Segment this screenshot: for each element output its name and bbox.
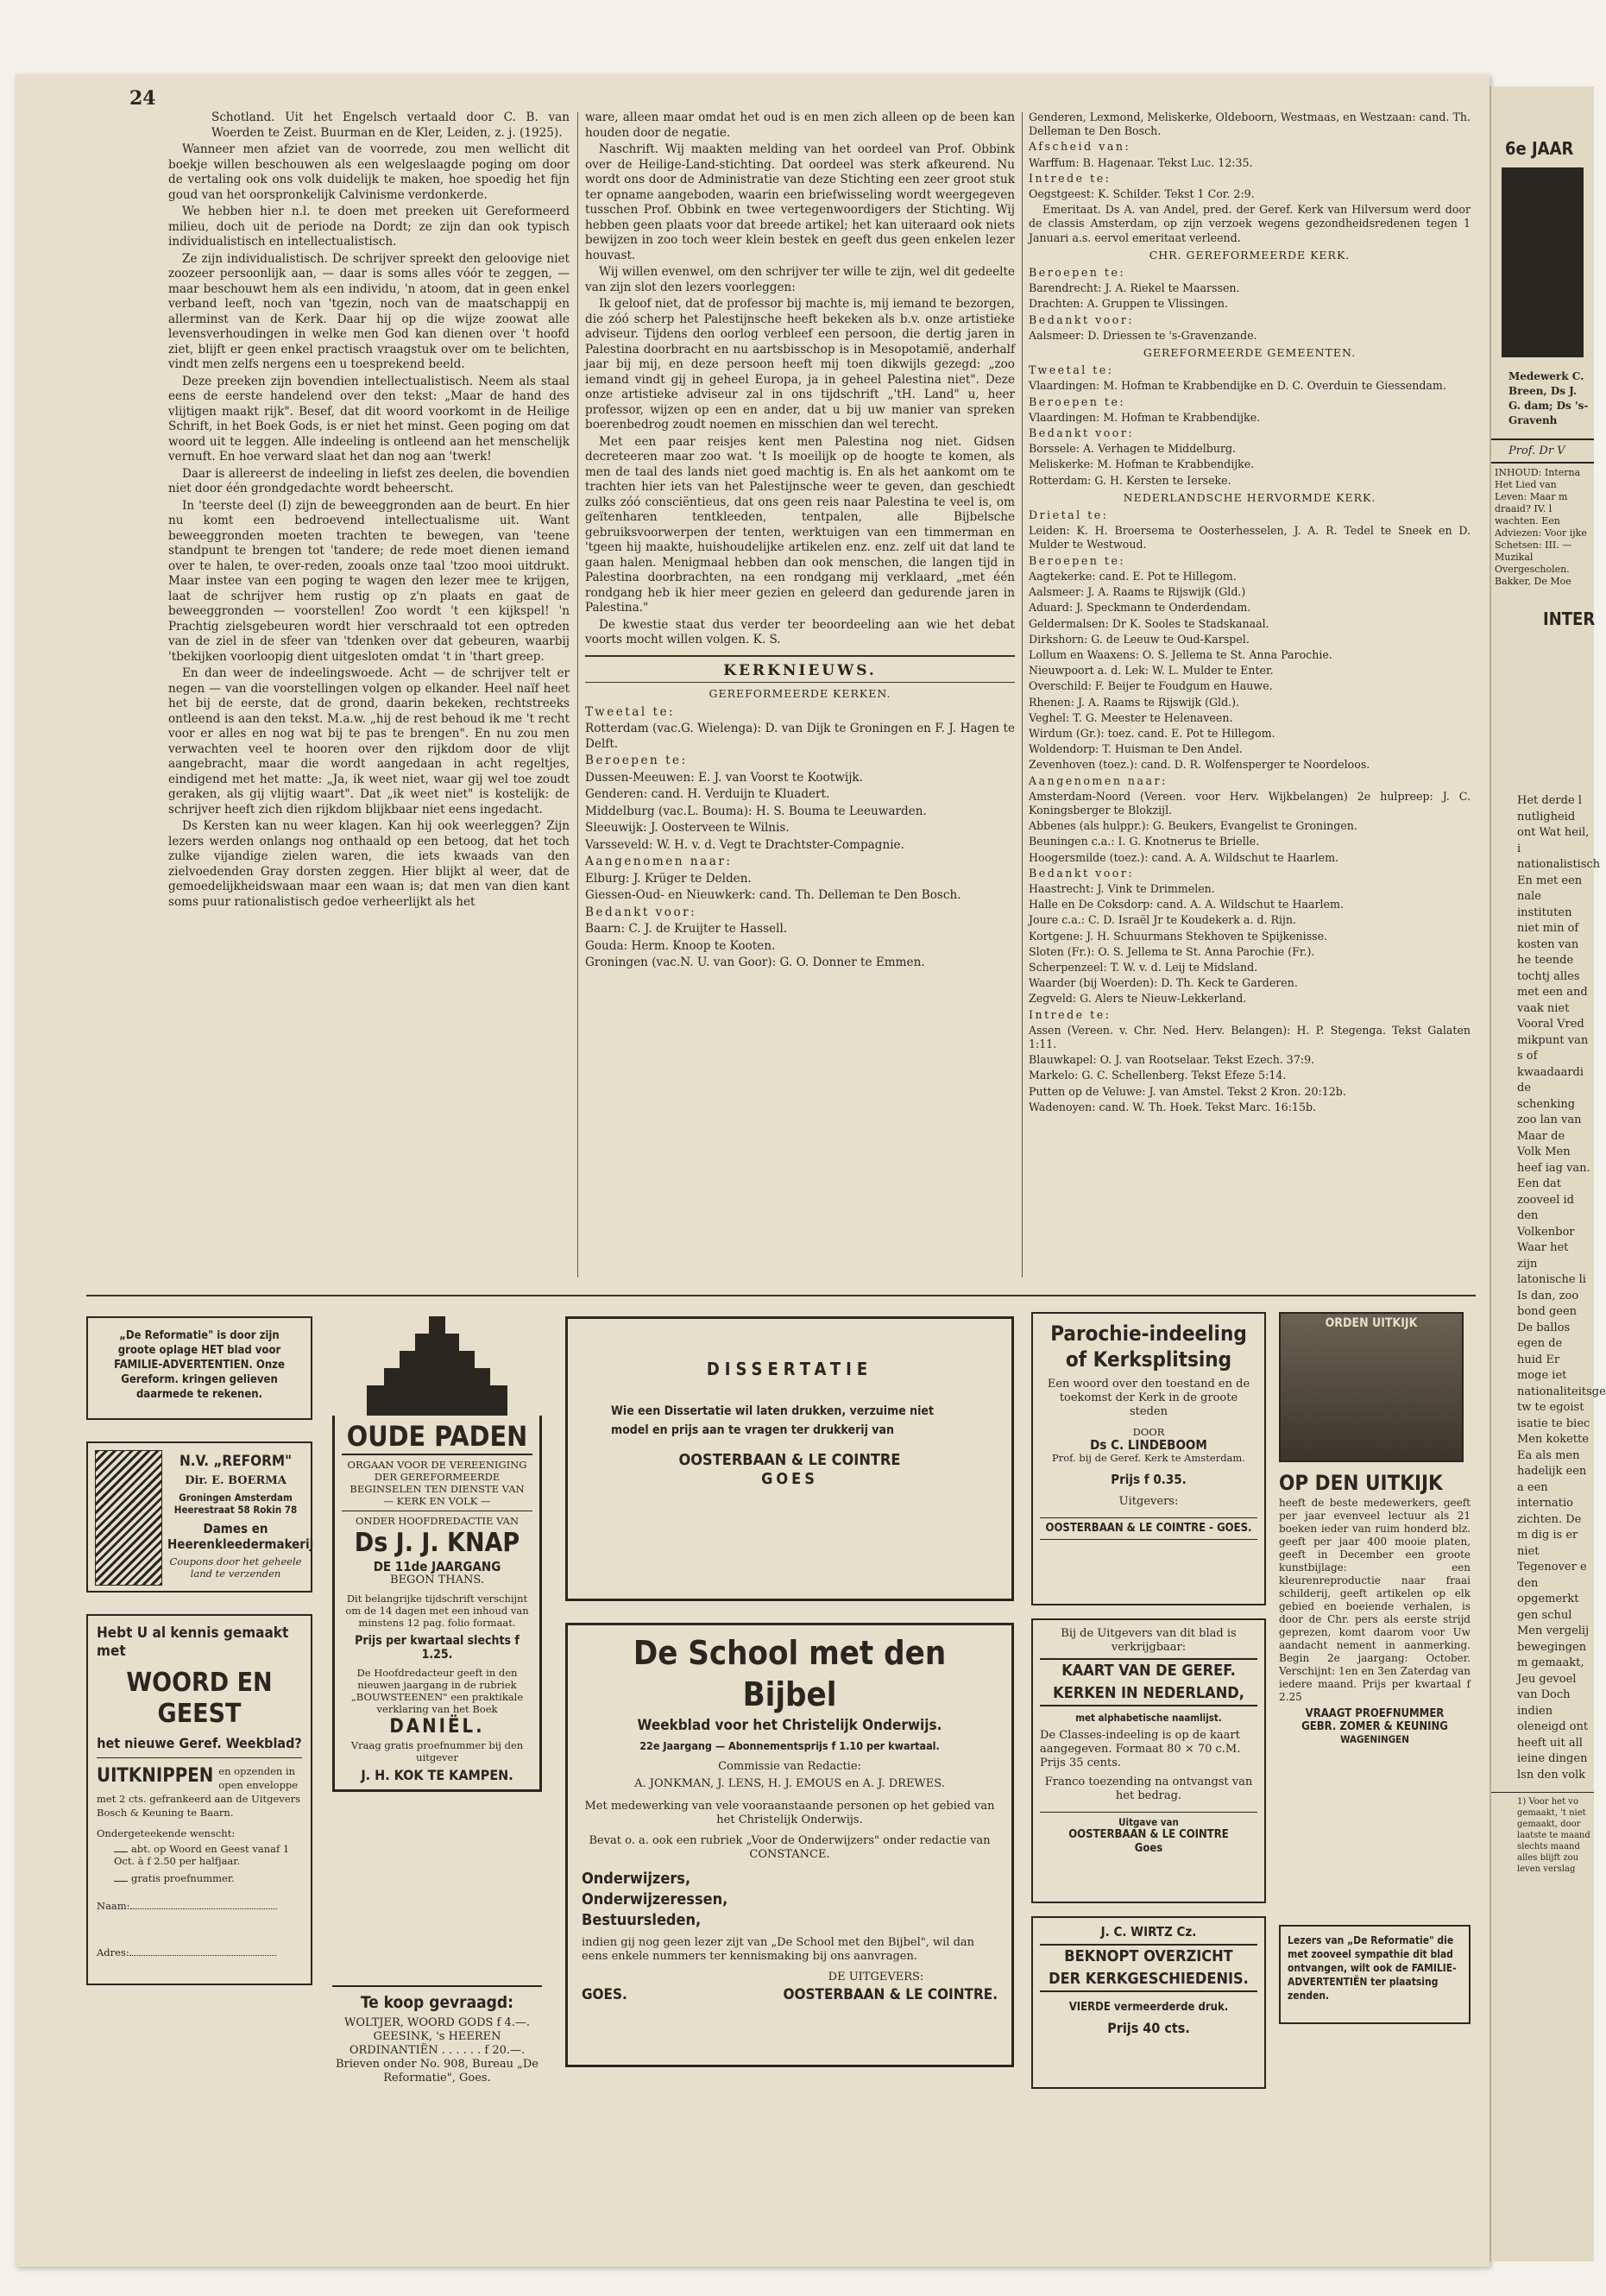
kaart-uitgave: Uitgave van: [1040, 1812, 1257, 1828]
column-3: [1029, 110, 1471, 1280]
list-item: Barendrecht: J. A. Riekel te Maarssen.: [1029, 281, 1240, 295]
list-item: Leiden: K. H. Broersema te Oosterhesselen, J. A. R. Tedel te Sneek en D. Mulder te Westwoud.: [1029, 524, 1471, 552]
uitkijk-firm: GEBR. ZOMER & KEUNING: [1301, 1720, 1448, 1733]
paragraph: Wanneer men afziet van de voorrede, zou men wellicht dit boekje willen beschouwen als een welgeslaagde poging om door de vertaling ook ons volk duidelijk te maken, hoe spoedig het fijn goud van het oorspronkelijk Calvinisme verdonkerde.: [168, 142, 570, 202]
section-subheading: GEREFORMEERDE KERKEN.: [709, 687, 891, 700]
oude-paden-prijs: Prijs per kwartaal slechts f 1.25.: [355, 1634, 520, 1662]
list-item: Lollum en Waaxens: O. S. Jellema te St. Anna Parochie.: [1029, 647, 1332, 661]
list-item: Woldendorp: T. Huisman te Den Andel.: [1029, 742, 1243, 756]
uitkijk-vraagt: VRAAGT PROEFNUMMER: [1305, 1707, 1445, 1720]
dissertatie-body: Wie een Dissertatie wil laten drukken, verzuime niet model en prijs aan te vragen ter drukkerij van: [611, 1404, 934, 1437]
ad-kerkgeschiedenis: [1031, 1916, 1266, 2089]
review-intro: Schotland. Uit het Engelsch vertaald door C. B. van Woerden te Zeist. Buurman en de Kler, Leiden, z. j. (1925).: [211, 110, 570, 140]
paragraph: Wij willen evenwel, om den schrijver ter wille te zijn, wel dit gedeelte van zijn slot den lezers voorleggen:: [585, 265, 1015, 294]
list-item: Drachten: A. Gruppen te Vlissingen.: [1029, 297, 1229, 311]
abonnement-option[interactable]: abt. op Woord en Geest vanaf 1 Oct. à f 2.50 per halfjaar.: [114, 1843, 290, 1867]
section-subheading: NEDERLANDSCHE HERVORMDE KERK.: [1123, 490, 1376, 504]
uitknippen-label: UITKNIPPEN: [97, 1765, 214, 1787]
school-goes: GOES.: [582, 1986, 627, 2003]
list-item: Geldermalsen: Dr K. Sooles te Stadskanaal.: [1029, 616, 1269, 630]
list-item: Rhenen: J. A. Raams te Rijswijk (Gld.).: [1029, 695, 1240, 709]
kaart-city: Goes: [1134, 1842, 1163, 1855]
uitkijk-title: OP DEN UITKIJK: [1279, 1471, 1443, 1495]
oude-paden-jaargang: DE 11de JAARGANG: [373, 1559, 501, 1574]
ad-op-den-uitkijk: [1279, 1312, 1471, 1908]
school-jaargang: 22e Jaargang — Abonnementsprijs f 1.10 per kwartaal.: [639, 1739, 940, 1752]
oude-paden-hoofd: De Hoofdredacteur geeft in den nieuwen jaargang in de rubriek „BOUWSTEENEN" een praktikale verklaring van het Boek: [350, 1667, 524, 1715]
paragraph: We hebben hier n.l. te doen met preeken uit Gereformeerd milieu, doch uit de periode na Dordt; ze zijn dan ook typisch individualistisch en intellectualistisch.: [168, 205, 570, 249]
section-rule: [585, 655, 1015, 657]
woord-subtitle: het nieuwe Geref. Weekblad?: [97, 1735, 302, 1751]
kaart-naamlijst: met alphabetische naamlijst.: [1075, 1712, 1222, 1724]
list-item: Warffum: B. Hagenaar. Tekst Luc. 12:35.: [1029, 155, 1253, 169]
list-item: Nieuwpoort a. d. Lek: W. L. Mulder te Enter.: [1029, 664, 1274, 678]
quote-paragraph: Met een paar reisjes kent men Palestina nog niet. Gidsen decreteeren maar zoo wat. 't Is moeilijk op de hoogte te komen, als men de taal des lands niet goed machtig is. En als het aankomt om te trachten hier iets van het Palestijnsche weer te geven, dan geschiedt zulks zóó consciëntieus, dat ons geen reis naar Palestina te veel is, om geïtenharen tentkleeden, tentpalen, alle Bijbelsche gebruiksvoorwerpen der tenten, werktuigen van een timmerman en 'tgeen hij maakte, huishoudelijke artikelen enz. enz. zelf uit dat land te gaan halen. Menigmaal hebben dan ook menschen, die langen tijd in Palestina doorbrachten, na een rondgang mij verklaard, „met één rondgang heb ik hier meer gezien en geleerd dan gedurende jaren in Palestina.": [585, 434, 1015, 615]
uitkijk-body: heeft de beste medewerkers, geeft per jaar evenveel lectuur als 21 boeken ieder van ruim honderd blz. geeft per jaar 400 mooie platen, geeft in December een groote kunstbijlage: een kleurenreproductie naar fraai schilderij, geeft artikelen op elk gebied en boeiende verhalen, is door de Chr. pers als eerste strijd geprezen, komt daarom voor Uw aandacht nement in aanmerking. Begin 2e jaargang: October. Verschijnt: 1en en 3en Zaterdag van iedere maand. Prijs per kwartaal f 2.25: [1279, 1497, 1471, 1703]
category-label: Intrede te:: [1029, 1007, 1112, 1021]
adjacent-header: 6e JAAR: [1505, 138, 1574, 159]
ad-reform: [86, 1441, 312, 1593]
adjacent-inter-heading: INTER: [1543, 609, 1596, 629]
reform-name: N.V. „REFORM": [179, 1453, 293, 1470]
oude-paden-title: OUDE PADEN: [342, 1419, 532, 1455]
list-item: Kortgene: J. H. Schuurmans Stekhoven te Spijkenisse.: [1029, 929, 1328, 943]
list-item: Gouda: Herm. Knoop te Kooten.: [585, 938, 776, 953]
kaart-franco: Franco toezending na ontvangst van het bedrag.: [1044, 1776, 1253, 1802]
paragraph: En dan weer de indeelingswoede. Acht — de schrijver telt er negen — van die voorstellingen volgen op elkander. Heel naïf heet het bij de eerste, dat de grond, daarin bekeken, rechtstreeks ontleend is aan den tekst. M.a.w. „hij de rest behoud ik me 't recht voor er alles en nog wat bij te pas te brengen". En nu zou men verwachten veel te hooren over den rijkdom door de vlijt aangebracht, maar die wordt aangedaan in acht regeltjes, eindigend met het matte: „Ja, ik weet niet, waar gij wel toe zoudt geraken, als gij vlijtig waart". Dat „ik weet niet" is kostelijk: de schrijver heeft zich dien rijkdom blijkbaar niet eens ingedacht.: [168, 666, 570, 817]
kerknieuws-heading: KERKNIEUWS.: [723, 661, 877, 679]
adres-label: Adres:: [97, 1946, 129, 1959]
school-names: A. JONKMAN, J. LENS, H. J. EMOUS en A. J. DREWES.: [634, 1777, 945, 1790]
list-item: Waarder (bij Woerden): D. Th. Keck te Garderen.: [1029, 976, 1298, 990]
ad-reformatie: „De Reformatie" is door zijn groote oplage HET blad voor FAMILIE-ADVERTENTIEN. Onze Gereform. kringen gelieven daarmede te rekenen.: [86, 1316, 312, 1420]
list-item: Vlaardingen: M. Hofman te Krabbendijke en D. C. Overduin te Giessendam.: [1029, 379, 1446, 393]
list-item: Aalsmeer: D. Driessen te 's-Gravenzande.: [1029, 328, 1257, 342]
naam-field[interactable]: [130, 1908, 277, 1909]
tailor-illustration: [95, 1450, 162, 1586]
uitknippen-text: en opzenden in open enveloppe met 2 cts. gefrankeerd aan de Uitgevers Bosch & Keuning te Baarn.: [97, 1765, 300, 1819]
church-tower-icon: [332, 1316, 542, 1416]
list-item: Borssele: A. Verhagen te Middelburg.: [1029, 442, 1237, 456]
dissertatie-firm: OOSTERBAAN & LE COINTRE: [678, 1451, 901, 1469]
oude-paden-editor: Ds J. J. KNAP: [354, 1528, 520, 1558]
adres-field[interactable]: [129, 1955, 276, 1956]
list-item: Sloten (Fr.): O. S. Jellema te St. Anna Parochie (Fr.).: [1029, 944, 1315, 958]
wirtz-author: J. C. WIRTZ Cz.: [1100, 1924, 1197, 1940]
school-title: De School met den Bijbel: [633, 1634, 947, 1713]
school-uitgevers: DE UITGEVERS:: [828, 1971, 924, 1984]
column-divider: [1022, 112, 1023, 1277]
parochie-door: DOOR: [1132, 1426, 1165, 1438]
list-item: Middelburg (vac.L. Bouma): H. S. Bouma te Leeuwarden.: [585, 804, 927, 818]
quote-paragraph: Ik geloof niet, dat de professor bij machte is, mij iemand te bezorgen, die zóó scherp het Palestijnsche heeft bekeken als b.v. onze artistieke adviseur. Tijdens den oorlog verbleef een persoon, die dertig jaren in Palestina doorbracht en nu aartsbisschop is in Mesopotamië, anderhalf jaar bij mij, en deze persoon heeft mij toen dikwijls gezegd: „zoo iemand vindt gij in geheel Europa, ja in geheel Palestina niet". Deze onze artistieke adviseur zal in ons tijdschrift „'tH. Land" u, heer professor, wijzen op een en ander, dat u bij uw manier van spreken boerenbedrog zoudt noemen en misschien dan wel terecht.: [585, 297, 1015, 432]
column-2: [585, 110, 1015, 1280]
category-label: Aangenomen naar:: [1029, 773, 1168, 787]
category-label: Beroepen te:: [585, 754, 688, 767]
te-koop-title: Te koop gevraagd:: [361, 1993, 513, 2012]
school-subtitle: Weekblad voor het Christelijk Onderwijs.: [637, 1717, 942, 1734]
ad-kaart: [1031, 1618, 1266, 1903]
parochie-prof: Prof. bij de Geref. Kerk te Amsterdam.: [1052, 1452, 1245, 1464]
wirtz-prijs: Prijs 40 cts.: [1107, 2020, 1190, 2036]
oude-paden-publisher: J. H. KOK TE KAMPEN.: [361, 1767, 513, 1783]
list-item: Genderen: cand. H. Verduijn te Kluadert.: [585, 787, 830, 801]
list-item: Overschild: F. Beijer te Foudgum en Hauwe.: [1029, 679, 1273, 693]
reform-coupons: Coupons door het geheele land te verzenden: [169, 1555, 302, 1580]
list-item: Rotterdam (vac.G. Wielenga): D. van Dijk te Groningen en F. J. Hagen te Delft.: [585, 722, 1015, 751]
list-item: Halle en De Coksdorp: cand. A. A. Wildschut te Haarlem.: [1029, 898, 1344, 911]
wirtz-druk: VIERDE vermeerderde druk.: [1068, 2001, 1229, 2014]
list-item: Vlaardingen: M. Hofman te Krabbendijke.: [1029, 410, 1261, 424]
oude-paden-kerk: — KERK EN VOLK —: [383, 1495, 491, 1507]
oude-paden-onder: ONDER HOOFDREDACTIE VAN: [342, 1511, 532, 1527]
list-item: Oegstgeest: K. Schilder. Tekst 1 Cor. 2:9.: [1029, 187, 1255, 201]
list-item: Wirdum (Gr.): toez. cand. E. Pot te Hillegom.: [1029, 726, 1275, 740]
list-item: Giessen-Oud- en Nieuwkerk: cand. Th. Delleman te Den Bosch.: [585, 888, 961, 902]
list-item: Beuningen c.a.: I. G. Knotnerus te Brielle.: [1029, 835, 1260, 848]
kaart-firm: OOSTERBAAN & LE COINTRE: [1068, 1828, 1229, 1841]
column-divider: [577, 112, 578, 1277]
oude-paden-orgaan: ORGAAN VOOR DE VEREENIGING DER GEREFORMEERDE BEGINSELEN TEN DIENSTE VAN: [347, 1459, 527, 1495]
list-item: Hoogersmilde (toez.): cand. A. A. Wildschut te Haarlem.: [1029, 850, 1339, 864]
category-label: Bedankt voor:: [585, 905, 697, 919]
list-item: Meliskerke: M. Hofman te Krabbendijke.: [1029, 457, 1255, 471]
dissertatie-city: GOES: [761, 1470, 818, 1488]
wirtz-title: BEKNOPT OVERZICHT: [1040, 1944, 1257, 1968]
adjacent-prof: Prof. Dr V: [1491, 438, 1594, 462]
wirtz-title-2: DER KERKGESCHIEDENIS.: [1040, 1968, 1257, 1992]
ad-oude-paden: [332, 1316, 542, 1869]
school-bevat: Bevat o. a. ook een rubriek „Voor de Onderwijzers" onder redactie van CONSTANCE.: [589, 1834, 991, 1861]
dissertatie-title: DISSERTATIE: [706, 1359, 873, 1379]
kaart-title: KAART VAN DE GEREF.: [1040, 1658, 1257, 1682]
oude-paden-desc: Dit belangrijke tijdschrift verschijnt om de 14 dagen met een inhoud van minstens 12 pag. folio formaat.: [345, 1593, 529, 1629]
category-label: Aangenomen naar:: [585, 855, 733, 868]
adjacent-footnote: 1) Voor het vo gemaakt, 't niet gemaakt, door laatste te maand slechts maand alles blijft zou leven verslag: [1491, 1792, 1594, 1878]
adjacent-body: Het derde l nutligheid ont Wat heil, i nationalistisch En met een nale instituten niet min of kosten van he teende tochtj alles met een and vaak niet Vooral Vred mikpunt van s of kwaadaardi de schenking zoo lan van Maar de Volk Men heef iag van. Een dat zooveel id den Volkenbor Waar het zijn latonische li Is dan, zoo bond geen De ballos egen de huid Er moge iet nationaliteitsge tw te egoist isatie te biec Men kokette Ea als men hadelijk een a een internatio zichten. De m dig is er niet Tegenover e den opgemerkt gen schul Men vergelij bewegingen m gemaakt, Jeu gevoel van Doch indien oleneigd ont heeft uit all ieine dingen lsn den volk: [1517, 794, 1606, 1782]
category-label: Beroepen te:: [1029, 553, 1126, 567]
list-item: Assen (Vereen. v. Chr. Ned. Herv. Belangen): H. P. Stegenga. Tekst Galaten 1:11.: [1029, 1023, 1471, 1050]
list-item: Amsterdam-Noord (Vereen. voor Herv. Wijkbelangen) 2e hulpreep: J. C. Koningsberger te Blokzijl.: [1029, 789, 1471, 817]
kaart-pre: Bij de Uitgevers van dit blad is verkrijgbaar:: [1061, 1627, 1237, 1654]
page-number: 24: [129, 87, 156, 110]
list-item: Zevenhoven (toez.): cand. D. R. Wolfensperger te Noordeloos.: [1029, 758, 1370, 772]
category-label: Beroepen te:: [1029, 266, 1126, 280]
list-item: Wadenoyen: cand. W. Th. Hoek. Tekst Marc. 16:15b.: [1029, 1100, 1317, 1113]
category-label: Bedankt voor:: [1029, 866, 1135, 880]
parochie-desc: Een woord over den toestand en de toekomst der Kerk in de groote steden: [1047, 1378, 1250, 1418]
ad-woord-en-geest: [86, 1614, 312, 1985]
reform-owner: Dir. E. BOERMA: [185, 1474, 287, 1487]
section-rule: [585, 682, 1015, 683]
school-medewerking: Met medewerking van vele vooraanstaande personen op het gebied van het Christelijk Onderwijs.: [584, 1800, 995, 1826]
parochie-uitgevers: Uitgevers:: [1118, 1495, 1179, 1508]
list-item: Baarn: C. J. de Kruijter te Hassell.: [585, 922, 788, 936]
category-label: Bedankt voor:: [1029, 312, 1135, 326]
section-subheading: GEREFORMEERDE GEMEENTEN.: [1143, 346, 1357, 360]
list-item: Haastrecht: J. Vink te Drimmelen.: [1029, 881, 1215, 895]
list-item: Aagtekerke: cand. E. Pot te Hillegom.: [1029, 569, 1237, 583]
proefnummer-option[interactable]: gratis proefnummer.: [131, 1872, 235, 1884]
section-subheading: CHR. GEREFORMEERDE KERK.: [1149, 248, 1351, 262]
list-item: Blauwkapel: O. J. van Rootselaar. Tekst Ezech. 37:9.: [1029, 1053, 1315, 1067]
oude-paden-begon: BEGON THANS.: [390, 1574, 484, 1586]
list-item: Varsseveld: W. H. v. d. Vegt te Drachtster-Compagnie.: [585, 837, 904, 852]
category-label: Afscheid van:: [1029, 140, 1131, 154]
category-label: Drietal te:: [1029, 508, 1109, 522]
list-item: Aduard: J. Speckmann te Onderdendam.: [1029, 601, 1251, 615]
uitkijk-cover-illustration: [1279, 1312, 1464, 1462]
paragraph: Daar is allereerst de indeeling in liefst zes deelen, die bovendien niet door één grondgedachte wordt beheerscht.: [168, 466, 570, 495]
category-label: Beroepen te:: [1029, 394, 1126, 408]
reform-dames: Dames en Heerenkleedermakerij: [167, 1521, 314, 1552]
paragraph: In 'teerste deel (I) zijn de beweeggronden aan de beurt. En hier nu komt een bedroevend intellectualisme uit. Want beweeggronden moeten trachten te bewegen, van 'teene standpunt te brengen tot 'tandere; de rede moet dienen iemand over te halen, te over-reden, zooals onze taal 'tzoo mooi uitdrukt. Maar instee van een poging te wagen den lezer mee te krijgen, laat de schrijver hem rustig op z'n plaats en gaat de beweeggronden — voorstellen! Zoo wordt 't een kijkspel! 'n Prachtig zielsgebeuren wordt hier verschraald tot een optreden van de ziel in de sfeer van 'tdenken over dat gebeuren, waarbij 'tbekijken voorloopig dient uitgesloten omdat 't in 'thart greep.: [168, 498, 570, 664]
list-item: Sleeuwijk: J. Oosterveen te Wilnis.: [585, 821, 790, 835]
parochie-author: Ds C. LINDEBOOM: [1090, 1437, 1207, 1453]
woord-title: WOORD EN GEEST: [126, 1668, 273, 1729]
list-item: Markelo: G. C. Schellenberg. Tekst Efeze 5:14.: [1029, 1069, 1287, 1082]
oude-paden-vraag: Vraag gratis proefnummer bij den uitgever: [350, 1739, 524, 1763]
adjacent-page: [1489, 86, 1606, 2261]
parochie-firm: OOSTERBAAN & LE COINTRE - GOES.: [1040, 1517, 1257, 1540]
list-item: Veghel: T. G. Meester te Helenaveen.: [1029, 710, 1233, 724]
ad-dissertatie: [565, 1316, 1014, 1601]
column-1: [168, 110, 570, 1280]
category-label: Tweetal te:: [1029, 363, 1114, 377]
list-item: Dussen-Meeuwen: E. J. van Voorst te Kootwijk.: [585, 770, 863, 785]
adjacent-inhoud: INHOUD: Interna Het Lied van Leven: Maar m draaid? IV. l wachten. Een Adviezen: Voor ijke Schetsen: III. — Muzikal Overgescholen. Bakker, De Moe: [1491, 462, 1594, 591]
ondergeteekende-label: Ondergeteekende wenscht:: [97, 1827, 236, 1839]
list-item: Aalsmeer: J. A. Raams te Rijswijk (Gld.): [1029, 585, 1246, 599]
parochie-title: Parochie-indeeling: [1050, 1321, 1247, 1346]
woord-question: Hebt U al kennis gemaakt met: [97, 1624, 289, 1660]
list-item: Elburg: J. Krüger te Delden.: [585, 871, 752, 886]
category-label: Tweetal te:: [585, 704, 676, 719]
list-item: Groningen (vac.N. U. van Goor): G. O. Donner te Emmen.: [585, 956, 925, 969]
lezers-text: Lezers van „De Reformatie" die met zooveel sympathie dit blad ontvangen, wilt ook de FAMILIE-ADVERTENTIËN ter plaatsing zenden.: [1288, 1934, 1457, 2002]
ad-lezers: [1279, 1925, 1471, 2024]
paragraph: Naschrift. Wij maakten melding van het oordeel van Prof. Obbink over de Heilige-Land-stichting. Dat oordeel was sterk afkeurend. Nu wordt ons door de Administratie van deze Stichting een zeer groot stuk ter opname aangeboden, waarin een briefwisseling wordt weergegeven tusschen Prof. Obbink en twee vertegenwoordigers der Stichting. Wij hebben geen plaats voor dat breede artikel; het kan uiteraard ook niets bewijzen in zoo toch weer klein bestek en geeft dus geen enkelen lezer houvast.: [585, 142, 1015, 262]
uitkijk-city: WAGENINGEN: [1340, 1733, 1409, 1745]
oude-paden-daniel: DANIËL.: [389, 1716, 485, 1738]
parochie-prijs: Prijs f 0.35.: [1111, 1472, 1187, 1487]
uitkijk-cover-title: ORDEN UITKIJK: [1325, 1316, 1418, 1330]
list-item: Abbenes (als hulppr.): G. Beukers, Evangelist te Groningen.: [1029, 819, 1357, 833]
list-item: Dirkshorn: G. de Leeuw te Oud-Karspel.: [1029, 632, 1250, 646]
paragraph: Emeritaat. Ds A. van Andel, pred. der Geref. Kerk van Hilversum werd door de classis Amsterdam, op zijn verzoek wegens gezondheidsredenen tegen 1 Januari a.s. eervol emeritaat verleend.: [1029, 203, 1471, 244]
ad-parochie-indeeling: [1031, 1312, 1266, 1605]
school-commissie: Commissie van Redactie:: [718, 1760, 861, 1773]
list-item: Scherpenzeel: T. W. v. d. Leij te Midsland.: [1029, 960, 1258, 974]
category-label: Bedankt voor:: [1029, 426, 1135, 440]
te-koop-body: WOLTJER, WOORD GODS f 4.—. GEESINK, 's HEEREN ORDINANTIËN . . . . . . f 20.—. Brieven onder No. 908, Bureau „De Reformatie", Goes.: [336, 2016, 538, 2085]
list-item: Joure c.a.: C. D. Israël Jr te Koudekerk a. d. Rijn.: [1029, 913, 1297, 927]
category-label: Intrede te:: [1029, 171, 1112, 185]
paragraph: ware, alleen maar omdat het oud is en men zich alleen op de been kan houden door de negatie.: [585, 110, 1015, 140]
ads-separator: [86, 1295, 1476, 1296]
list-item: Putten op de Veluwe: J. van Amstel. Tekst 2 Kron. 20:12b.: [1029, 1084, 1346, 1098]
adjacent-masthead: [1502, 167, 1584, 357]
kaart-desc: De Classes-indeeling is op de kaart aangegeven. Formaat 80 × 70 c.M. Prijs 35 cents.: [1040, 1729, 1241, 1769]
paragraph: Ze zijn individualistisch. De schrijver spreekt den geloovige niet zoozeer persoonlijk aan, — daar is soms alles vóór te zeggen, — maar beschouwt hem als een individu, 'n atoom, dat in geen enkel verband leeft, noch van 'tgezin, noch van de maatschappij en allerminst van de Kerk. Daar hij op die wijze zoowat alle levensverhoudingen in welke men God kan dienen over 't hoofd ziet, blijft er geen enkel practisch vraagstuk over om te belichten, vindt men zelfs nergens een u toesprekend beeld.: [168, 251, 570, 371]
list-item: Rotterdam: G. H. Kersten te Ierseke.: [1029, 473, 1231, 487]
paragraph: De kwestie staat dus verder ter beoordeeling aan wie het debat voorts mocht willen volgen. K. S.: [585, 617, 1015, 647]
kaart-title-2: KERKEN IN NEDERLAND,: [1040, 1682, 1257, 1706]
school-indien: indien gij nog geen lezer zijt van „De School met den Bijbel", wil dan eens enkele nummers ter kennismaking bij ons aanvragen.: [582, 1936, 975, 1963]
ad-te-koop: [332, 1985, 542, 2122]
naam-label: Naam:: [97, 1900, 130, 1912]
school-aanhef: Onderwijzers, Onderwijzeressen, Bestuursleden,: [582, 1870, 728, 1929]
paragraph: Deze preeken zijn bovendien intellectualistisch. Neem als staal eens de eerste handelend over den tekst: „Maar de hand des vlijtigen maakt rijk". Besef, dat dit woord voorkomt in de Heilige Schrift, in het Boek Gods, is er niet het minst. Geen poging om dat woord uit te leggen. Alle indeeling is ontleend aan het menschelijk vernuft. En hoe verward slaat het dan nog aan 'twerk!: [168, 374, 570, 464]
reform-address: Groningen Amsterdam Heerestraat 58 Rokin 78: [173, 1492, 298, 1516]
adjacent-medewerkers: Medewerk C. Breen, Ds J. G. dam; Ds 's-Gravenh: [1508, 370, 1589, 426]
list-item: Genderen, Lexmond, Meliskerke, Oldeboorn, Westmaas, en Westzaan: cand. Th. Delleman te Den Bosch.: [1029, 110, 1471, 138]
list-item: Zegveld: G. Alers te Nieuw-Lekkerland.: [1029, 992, 1247, 1006]
paragraph: Ds Kersten kan nu weer klagen. Kan hij ook weerleggen? Zijn lezers werden onlangs nog onthaald op een betoog, dat het toch zulke vijandige zielen waren, die iets kwaads van den zielvoedenden Gray dorsten zeggen. Hier blijkt al weer, dat de gemoedelijkheidswaan maar een waan is; dat men van dien kant soms puur rationalistisch gedoe verheerlijkt als het: [168, 819, 570, 909]
parochie-title-2: of Kerksplitsing: [1065, 1347, 1232, 1372]
ad-school-met-den-bijbel: [565, 1623, 1014, 2067]
school-firm: OOSTERBAAN & LE COINTRE.: [783, 1986, 998, 2003]
